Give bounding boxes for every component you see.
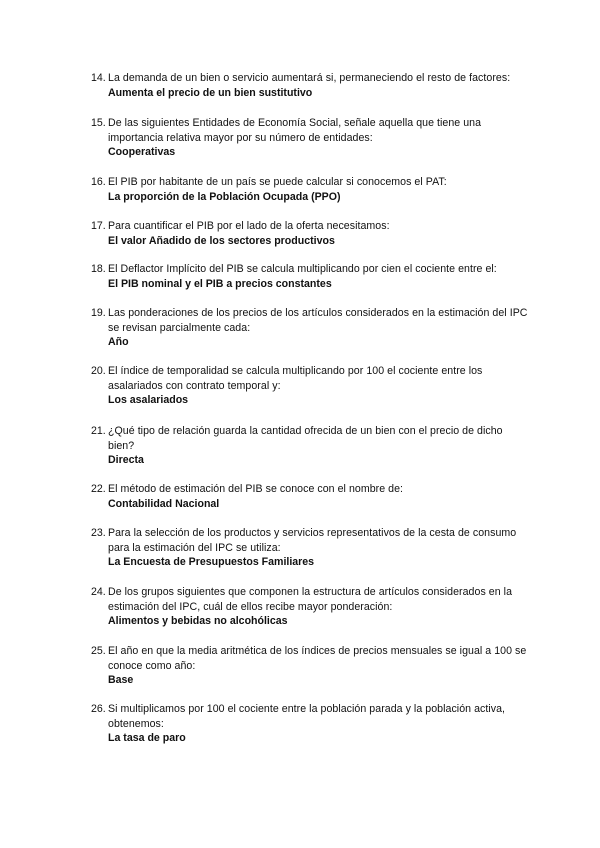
item-number: 26. [91, 703, 106, 715]
question-text: De los grupos siguientes que componen la estructura de artículos considerados en la estimación del IPC, cuál de ellos recibe mayor ponderación: [108, 586, 513, 613]
answer-text: Los asalariados [108, 394, 189, 406]
item-number: 23. [91, 527, 106, 539]
item-body [108, 585, 528, 629]
question-text: Para la selección de los productos y servicios representativos de la cesta de consumo para la estimación del IPC se utiliza: [108, 527, 517, 554]
answer-text: El PIB nominal y el PIB a precios constantes [108, 277, 332, 290]
answer-text: Año [108, 336, 129, 348]
answer-text: Base [108, 674, 134, 686]
question-text: De las siguientes Entidades de Economía Social, señale aquella que tiene una importancia relativa mayor por su número de entidades: [108, 117, 482, 144]
question-text: El PIB por habitante de un país se puede calcular si conocemos el PAT: [108, 176, 447, 188]
question-text: El método de estimación del PIB se conoce con el nombre de: [108, 483, 404, 495]
question-text: El índice de temporalidad se calcula multiplicando por 100 el cociente entre los asalariados con contrato temporal y: [108, 365, 483, 392]
item-number: 21. [91, 425, 106, 437]
answer-text: Directa [108, 454, 144, 466]
question-text: El año en que la media aritmética de los índices de precios mensuales se igual a 100 se conoce como año: [108, 645, 527, 672]
item-body [108, 219, 528, 248]
item-number: 20. [91, 365, 106, 377]
answer-text: Aumenta el precio de un bien sustitutivo [108, 86, 313, 99]
answer-text: La tasa de paro [108, 732, 186, 744]
answer-text: El valor Añadido de los sectores productivos [108, 234, 335, 247]
item-number: 17. [91, 220, 106, 232]
item-body [108, 71, 528, 100]
answer-text: Alimentos y bebidas no alcohólicas [108, 615, 288, 627]
item-body [108, 644, 528, 688]
answer-text: Cooperativas [108, 146, 176, 158]
item-number: 16. [91, 176, 106, 188]
question-text: Para cuantificar el PIB por el lado de la oferta necesitamos: [108, 220, 390, 232]
item-number: 14. [91, 72, 106, 84]
question-text: Si multiplicamos por 100 el cociente entre la población parada y la población activa, obtenemos: [108, 703, 506, 730]
question-text: Las ponderaciones de los precios de los artículos considerados en la estimación del IPC se revisan parcialmente cada: [108, 307, 528, 334]
item-number: 15. [91, 117, 106, 129]
question-text: ¿Qué tipo de relación guarda la cantidad ofrecida de un bien con el precio de dicho bien? [108, 425, 503, 452]
item-body [108, 306, 528, 350]
item-body [108, 175, 528, 204]
item-body [108, 262, 528, 291]
item-number: 22. [91, 483, 106, 495]
item-number: 19. [91, 307, 106, 319]
answer-text: La Encuesta de Presupuestos Familiares [108, 556, 315, 568]
item-body [108, 424, 528, 468]
question-text: La demanda de un bien o servicio aumentará si, permaneciendo el resto de factores: [108, 72, 511, 84]
item-body [108, 702, 528, 746]
answer-text: Contabilidad Nacional [108, 497, 220, 510]
item-body [108, 116, 528, 160]
item-body [108, 526, 528, 570]
question-text: El Deflactor Implícito del PIB se calcula multiplicando por cien el cociente entre el: [108, 263, 497, 275]
item-body [108, 364, 528, 408]
item-number: 24. [91, 586, 106, 598]
answer-text: La proporción de la Población Ocupada (PPO) [108, 190, 341, 203]
item-number: 18. [91, 263, 106, 275]
item-number: 25. [91, 645, 106, 657]
item-body [108, 482, 528, 511]
